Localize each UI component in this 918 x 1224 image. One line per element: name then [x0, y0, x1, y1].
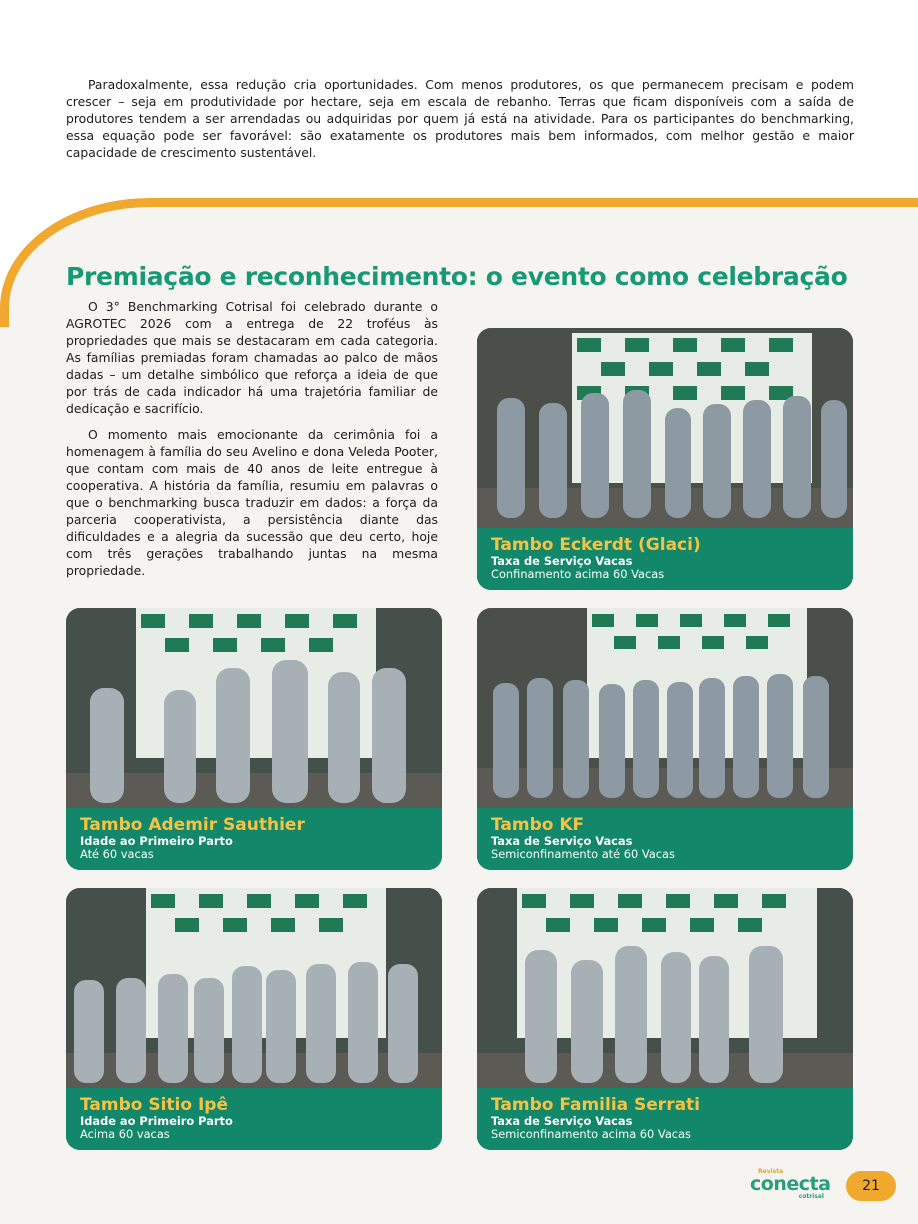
intro-paragraph: Paradoxalmente, essa redução cria oportunidades. Com menos produtores, os que permanecem precisam e podem crescer – seja em produtividade por hectare, seja em escala de rebanho. Terras que ficam disponíveis com a saída de produtores tendem a ser arrendadas ou adquiridas por quem já está na atividade. Para os participantes do benchmarking, essa equação pode ser favorável: são exatamente os produtores mais bem informados, com melhor gestão e maior capacidade de crescimento sustentável.: [66, 77, 854, 160]
award-photo: [477, 328, 853, 528]
award-photo: [66, 888, 442, 1088]
award-subcategory: Acima 60 vacas: [80, 1127, 170, 1141]
award-title: Tambo Familia Serrati: [491, 1095, 700, 1115]
award-category: Taxa de Serviço Vacas: [491, 1114, 633, 1128]
award-category: Taxa de Serviço Vacas: [491, 834, 633, 848]
award-caption: [477, 528, 853, 590]
section-title: Premiação e reconhecimento: o evento como celebração: [66, 262, 848, 291]
award-category: Idade ao Primeiro Parto: [80, 834, 233, 848]
award-photo: [66, 608, 442, 808]
award-caption: [477, 1088, 853, 1150]
award-card-kf: [477, 608, 853, 870]
award-subcategory: Confinamento acima 60 Vacas: [491, 567, 665, 581]
award-title: Tambo Eckerdt (Glaci): [491, 535, 701, 555]
award-subcategory: Até 60 vacas: [80, 847, 154, 861]
award-photo: [477, 608, 853, 808]
award-title: Tambo Ademir Sauthier: [80, 815, 305, 835]
award-caption: [66, 808, 442, 870]
award-subcategory: Semiconfinamento até 60 Vacas: [491, 847, 675, 861]
award-category: Taxa de Serviço Vacas: [491, 554, 633, 568]
award-title: Tambo Sitio Ipê: [80, 1095, 229, 1115]
award-photo: [477, 888, 853, 1088]
logo-cotrisal-text: cotrisal: [798, 1193, 824, 1200]
section-paragraph-1: O 3° Benchmarking Cotrisal foi celebrado durante o AGROTEC 2026 com a entrega de 22 troféus às propriedades que mais se destacaram em cada categoria. As famílias premiadas foram chamadas ao palco de mãos dadas – um detalhe simbólico que reforça a ideia de que por trás de cada indicador há uma trajetória familiar de dedicação e sacrifício.: [66, 299, 438, 416]
award-subcategory: Semiconfinamento acima 60 Vacas: [491, 1127, 691, 1141]
logo-revista-text: Revista: [758, 1168, 784, 1175]
magazine-logo: [750, 1168, 830, 1204]
award-caption: [477, 808, 853, 870]
page-number: 21: [846, 1171, 896, 1201]
award-title: Tambo KF: [491, 815, 585, 835]
intro-text: [66, 76, 854, 161]
award-category: Idade ao Primeiro Parto: [80, 1114, 233, 1128]
award-card-sauthier: [66, 608, 442, 870]
award-card-serrati: [477, 888, 853, 1150]
award-card-eckerdt: [477, 328, 853, 590]
logo-conecta-text: conecta: [750, 1173, 831, 1195]
award-card-sitio-ipe: [66, 888, 442, 1150]
section-body: [66, 298, 438, 588]
section-paragraph-2: O momento mais emocionante da cerimônia foi a homenagem à família do seu Avelino e dona Veleda Pooter, que contam com mais de 40 anos de leite entregue à cooperativa. A história da família, resumiu em palavras o que o benchmarking busca traduzir em dados: a força da parceria cooperativista, a persistência diante das dificuldades e a alegria da sucessão que deu certo, hoje com três gerações trabalhando juntas na mesma propriedade.: [66, 427, 438, 578]
award-caption: [66, 1088, 442, 1150]
